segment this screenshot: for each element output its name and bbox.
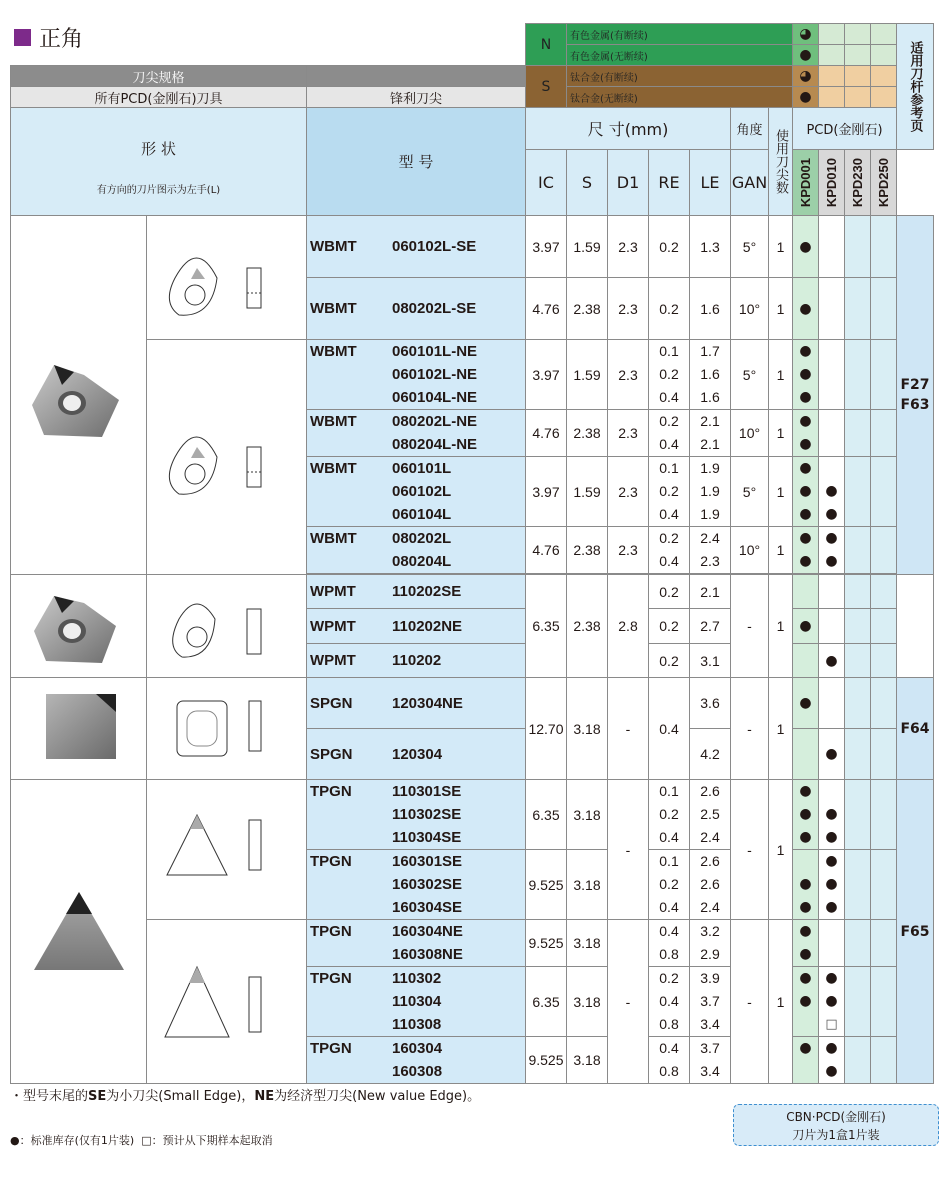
legend-discontinue: □：预计从下期样本起取消 (141, 1134, 273, 1147)
wpmt-insert-image (24, 581, 134, 671)
stock-dot: ● (793, 216, 819, 278)
cell-gan: 10° (731, 527, 769, 574)
cell-d1: 2.3 (608, 527, 649, 574)
ref-g3: F65 (897, 780, 934, 1084)
cell-edges: 1 (769, 920, 793, 1084)
stock-dot: ● (793, 278, 819, 340)
model-r9[interactable]: WPMT 110202 (307, 644, 526, 678)
cell-edges: 1 (769, 340, 793, 410)
stock-dot: ● ● ● (793, 457, 819, 527)
cell-edges: 1 (769, 410, 793, 457)
spgn-drawing (157, 681, 297, 776)
stock-dot: ● (819, 644, 845, 678)
cell-ic: 6.35 (526, 780, 567, 850)
material-code-n: N (526, 24, 567, 66)
cell-le: 3.9 3.7 3.4 (690, 967, 731, 1037)
cell-re: 0.1 0.2 0.4 (649, 780, 690, 850)
material-n-row1: 有色金属(有断续) (567, 24, 793, 45)
legend (10, 1132, 273, 1148)
tpgn-se-drawing (157, 795, 297, 905)
cell-d1: - (608, 780, 649, 920)
tpgn-drawing (157, 937, 297, 1067)
cell-re: 0.1 0.2 0.4 (649, 850, 690, 920)
cell-ic: 12.70 (526, 678, 567, 780)
col-ic: IC (526, 150, 567, 216)
material-code-s: S (526, 66, 567, 108)
cell-le: 2.6 2.5 2.4 (690, 780, 731, 850)
cell-le: 3.6 (690, 678, 731, 729)
cell-re: 0.2 (649, 575, 690, 609)
all-pcd-header: 所有PCD(金刚石)刀具 (11, 87, 307, 108)
shape-header: 形 状 有方向的刀片图示为左手(L) (11, 108, 307, 216)
model-r11[interactable]: SPGN 120304 (307, 729, 526, 780)
cell-ic: 3.97 (526, 340, 567, 410)
ref-g1: F27 F63 (897, 216, 934, 575)
cell-gan: - (731, 678, 769, 780)
ref-g2: F64 (897, 678, 934, 780)
cell-le: 3.1 (690, 644, 731, 678)
drawing-tpgn-se (147, 780, 307, 920)
angle-header: 角度 (731, 108, 769, 150)
shape-image-tpgn (11, 780, 147, 1084)
col-re: RE (649, 150, 690, 216)
product-table: N 有色金属(有断续) ◕ 适用刀杆参考页 有色金属(无断续) ● 刀尖规格 S 钛合金(有断续) ◕ 所有PCD(金刚石)刀具 锋利刀尖 钛合金(无断续) ● 形 状 有方向的刀片图示为左手(L) 型 号 尺 寸(mm) 角度 使用刀尖数 PCD(金刚石) IC S D1 RE LE GAN KPD001 KPD010 KPD230 KPD250 WBMT 060102L-SE 3.97 1.59 2.3 0.2 1.3 5° 1 ● F27 F63 WBMT 080202L-SE 4.76 2.38 2.3 0.2 1.6 10° 1 ● WBMT 060101L-NE 060102L-NE 060104L-NE 3.97 1.59 2.3 0.1 0.2 0.4 1.7 1.6 1.6 5° 1 ● ● ● WBMT 080202L-NE 080204L-NE 4.76 2.38 2.3 0.2 0.4 2.1 2.1 10° 1 ● ● WBMT 060101L 060102L 060104L 3.97 1.59 2.3 0.1 0.2 0.4 1.9 1.9 1.9 5° 1 ● ● ● ● ● WBMT 080202L 080204L 4.76 2.38 2.3 0.2 0.4 2.4 2.3 10° 1 ● ● ● ● WPMT 110202SE 6.35 2.38 2.8 0.2 2.1 - 1 WPMT 110202NE 0.2 2.7 ● WPMT 110202 0.2 3.1 ● SPGN 120304NE 12.70 3.18 - 0.4 3.6 - 1 ● F64 SPGN 120304 4.2 ● TPGN 110301SE 110302SE 110304SE 6.35 3.18 - 0.1 0.2 0.4 2.6 2.5 2.4 - 1 ● ● ● ● ● F65 TPGN 160301SE 160302SE 160304SE 9.525 3.18 0.1 0.2 0.4 2.6 2.6 2.4 ● ● ● ● ● TPGN 160304NE 160308NE 9.525 3.18 - 0.4 0.8 3.2 2.9 - 1 ● ● TPGN 110302 110304 110308 6.35 3.18 0.2 0.4 0.8 3.9 3.7 3.4 ● ● ● ● □ TPGN 160304 160308 9.525 3.18 0.4 0.8 3.7 3.4 ● ● ● (10, 23, 934, 1084)
cell-re: 0.1 0.2 0.4 (649, 340, 690, 410)
cell-ic: 4.76 (526, 527, 567, 574)
wbmt-drawing (157, 402, 297, 512)
cell-gan: 5° (731, 340, 769, 410)
cell-d1: 2.3 (608, 410, 649, 457)
cell-re: 0.4 (649, 678, 690, 780)
model-r12[interactable]: TPGN 110301SE 110302SE 110304SE (307, 780, 526, 850)
cell-gan: 5° (731, 457, 769, 527)
material-s-row1: 钛合金(有断续) (567, 66, 793, 87)
cell-le: 1.7 1.6 1.6 (690, 340, 731, 410)
stock-dot: ● ● (793, 527, 819, 574)
use-edges-header: 使用刀尖数 (769, 108, 793, 216)
model-r5[interactable]: WBMT 060101L 060102L 060104L (307, 457, 526, 527)
col-d1: D1 (608, 150, 649, 216)
cell-d1: 2.3 (608, 457, 649, 527)
model-r1[interactable]: WBMT 060102L-SE (307, 216, 526, 278)
cell-le: 1.6 (690, 278, 731, 340)
model-r3[interactable]: WBMT 060101L-NE 060102L-NE 060104L-NE (307, 340, 526, 410)
cell-ic: 4.76 (526, 410, 567, 457)
cell-edges: 1 (769, 216, 793, 278)
cell-edges: 1 (769, 575, 793, 678)
cell-d1: 2.3 (608, 340, 649, 410)
grade-kpd010: KPD010 (819, 150, 845, 216)
cell-re: 0.2 (649, 609, 690, 644)
cell-ic: 3.97 (526, 216, 567, 278)
stock-dot: ● ● ● (793, 340, 819, 410)
cell-edges: 1 (769, 457, 793, 527)
cell-s: 2.38 (567, 575, 608, 678)
model-r13[interactable]: TPGN 160301SE 160302SE 160304SE (307, 850, 526, 920)
grade-kpd001: KPD001 (793, 150, 819, 216)
cell-le: 3.2 2.9 (690, 920, 731, 967)
stock-dot: ● ● (793, 410, 819, 457)
drawing-spgn (147, 678, 307, 780)
cell-gan: 5° (731, 216, 769, 278)
cell-le: 1.9 1.9 1.9 (690, 457, 731, 527)
cell-d1: - (608, 920, 649, 1084)
wbmt-se-drawing (157, 223, 297, 333)
drawing-wbmt-se (147, 216, 307, 340)
stock-dot: ● ● ● (793, 780, 819, 850)
cell-le: 2.1 2.1 (690, 410, 731, 457)
tpgn-insert-image (24, 882, 134, 982)
shape-image-wpmt (11, 575, 147, 678)
model-r14[interactable]: TPGN 160304NE 160308NE (307, 920, 526, 967)
shape-image-spgn (11, 678, 147, 780)
cell-re: 0.2 (649, 644, 690, 678)
cell-s: 3.18 (567, 1037, 608, 1084)
packaging-badge: CBN·PCD(金刚石) 刀片为1盒1片装 (733, 1104, 939, 1146)
cell-d1: 2.8 (608, 575, 649, 678)
cell-s: 2.38 (567, 410, 608, 457)
cell-s: 2.38 (567, 278, 608, 340)
shape-image-wbmt (11, 216, 147, 575)
cell-ic: 9.525 (526, 920, 567, 967)
cell-re: 0.2 0.4 (649, 527, 690, 574)
cell-le: 3.7 3.4 (690, 1037, 731, 1084)
wbmt-insert-image (24, 345, 134, 445)
stock-dot: ● (793, 678, 819, 729)
cell-d1: 2.3 (608, 216, 649, 278)
ref-header: 适用刀杆参考页 (897, 24, 934, 150)
cell-ic: 4.76 (526, 278, 567, 340)
cell-edges: 1 (769, 678, 793, 780)
cell-ic: 9.525 (526, 850, 567, 920)
cell-re: 0.4 0.8 (649, 1037, 690, 1084)
pcd-group-header: PCD(金刚石) (793, 108, 897, 150)
footnote: ・型号末尾的SE为小刀尖(Small Edge)，NE为经济型刀尖(New value Edge)。 (10, 1089, 481, 1104)
title-text: 正角 (39, 27, 84, 52)
cell-edges: 1 (769, 780, 793, 920)
cell-gan: - (731, 780, 769, 920)
model-r16[interactable]: TPGN 160304 160308 (307, 1037, 526, 1084)
grade-kpd230: KPD230 (845, 150, 871, 216)
material-n-row2: 有色金属(无断续) (567, 45, 793, 66)
cell-le: 1.3 (690, 216, 731, 278)
material-s-mark1: ◕ (793, 66, 819, 87)
cell-gan: - (731, 575, 769, 678)
cell-s: 1.59 (567, 216, 608, 278)
model-r4[interactable]: WBMT 080202L-NE 080204L-NE (307, 410, 526, 457)
cell-ic: 9.525 (526, 1037, 567, 1084)
cell-d1: - (608, 678, 649, 780)
cell-le: 4.2 (690, 729, 731, 780)
cell-s: 1.59 (567, 340, 608, 410)
cell-ic: 3.97 (526, 457, 567, 527)
cell-s: 3.18 (567, 967, 608, 1037)
dimension-header: 尺 寸(mm) (526, 108, 731, 150)
cell-le: 2.4 2.3 (690, 527, 731, 574)
model-r6[interactable]: WBMT 080202L 080204L (307, 527, 526, 574)
cell-gan: 10° (731, 278, 769, 340)
cell-s: 3.18 (567, 780, 608, 850)
model-r8[interactable]: WPMT 110202NE (307, 609, 526, 644)
cell-re: 0.1 0.2 0.4 (649, 457, 690, 527)
cell-re: 0.2 (649, 216, 690, 278)
material-n-mark2: ● (793, 45, 819, 66)
cell-s: 3.18 (567, 678, 608, 780)
cell-edges: 1 (769, 278, 793, 340)
spgn-insert-image (24, 684, 134, 774)
cell-gan: 10° (731, 410, 769, 457)
model-r7[interactable]: WPMT 110202SE (307, 575, 526, 609)
stock-dot: ● (819, 729, 845, 780)
tip-spec-header: 刀尖规格 (11, 66, 307, 87)
cell-re: 0.2 0.4 (649, 410, 690, 457)
cell-re: 0.2 0.4 0.8 (649, 967, 690, 1037)
material-s-row2: 钛合金(无断续) (567, 87, 793, 108)
drawing-tpgn (147, 920, 307, 1084)
cell-ic: 6.35 (526, 967, 567, 1037)
cell-s: 3.18 (567, 920, 608, 967)
cell-gan: - (731, 920, 769, 1084)
cell-le: 2.6 2.6 2.4 (690, 850, 731, 920)
legend-stock: ●：标准库存(仅有1片装) (10, 1134, 135, 1147)
grade-kpd250: KPD250 (871, 150, 897, 216)
material-s-mark2: ● (793, 87, 819, 108)
cell-d1: 2.3 (608, 278, 649, 340)
col-le: LE (690, 150, 731, 216)
col-s: S (567, 150, 608, 216)
model-r10[interactable]: SPGN 120304NE (307, 678, 526, 729)
cell-s: 1.59 (567, 457, 608, 527)
cell-ic: 6.35 (526, 575, 567, 678)
material-n-mark1: ◕ (793, 24, 819, 45)
wpmt-drawing (157, 579, 297, 674)
sharp-edge-header: 锋利刀尖 (307, 87, 526, 108)
cell-le: 2.7 (690, 609, 731, 644)
stock-dot: ● (793, 609, 819, 644)
col-gan: GAN (731, 150, 769, 216)
cell-re: 0.2 (649, 278, 690, 340)
cell-le: 2.1 (690, 575, 731, 609)
drawing-wpmt (147, 575, 307, 678)
cell-edges: 1 (769, 527, 793, 574)
cell-s: 3.18 (567, 850, 608, 920)
drawing-wbmt (147, 340, 307, 575)
model-r15[interactable]: TPGN 110302 110304 110308 (307, 967, 526, 1037)
model-header: 型 号 (307, 108, 526, 216)
cell-re: 0.4 0.8 (649, 920, 690, 967)
cell-s: 2.38 (567, 527, 608, 574)
model-r2[interactable]: WBMT 080202L-SE (307, 278, 526, 340)
